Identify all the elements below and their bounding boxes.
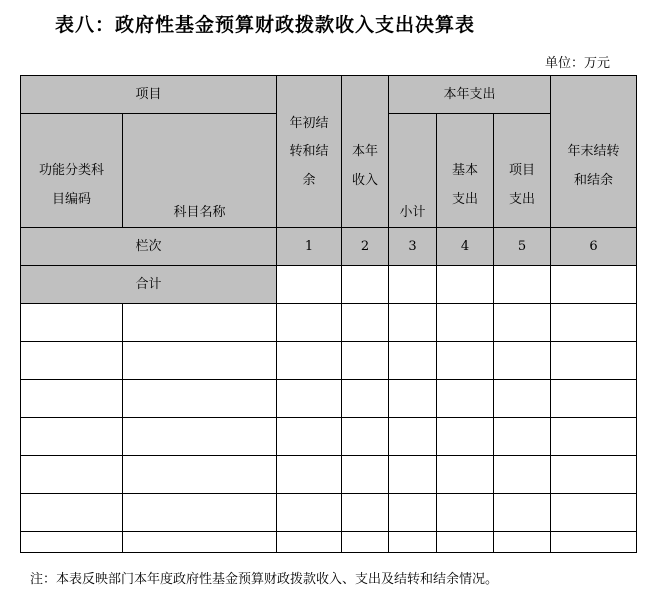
table-cell[interactable] [437,456,494,494]
table-cell[interactable] [123,418,277,456]
table-cell[interactable] [389,456,437,494]
header-subtotal: 小计 [389,114,437,228]
table-cell[interactable] [437,418,494,456]
table-cell[interactable] [21,532,123,553]
table-cell[interactable] [342,532,389,553]
budget-table [20,75,637,553]
table-cell[interactable] [389,380,437,418]
table-cell[interactable] [123,342,277,380]
unit-label: 单位：万元 [545,56,611,71]
table-cell[interactable] [494,380,551,418]
table-cell[interactable] [277,456,342,494]
table-row [21,304,637,342]
table-cell[interactable] [342,304,389,342]
column-number: 2 [342,228,389,266]
table-cell[interactable] [494,532,551,553]
table-cell[interactable] [551,456,637,494]
table-cell[interactable] [437,380,494,418]
header-current-income: 本年 收入 [342,76,389,228]
table-cell[interactable] [342,456,389,494]
table-cell[interactable] [277,380,342,418]
table-cell[interactable] [494,304,551,342]
header-end-balance: 年末结转 和结余 [551,76,637,228]
header-subject-name: 科目名称 [123,114,277,228]
header-begin-balance: 年初结 转和结 余 [277,76,342,228]
table-cell[interactable] [494,494,551,532]
table-cell[interactable] [494,418,551,456]
table-cell[interactable] [389,494,437,532]
table-cell[interactable] [123,456,277,494]
table-cell[interactable] [123,380,277,418]
table-cell[interactable] [437,342,494,380]
table-cell[interactable] [277,266,342,304]
table-cell[interactable] [342,494,389,532]
table-cell[interactable] [437,266,494,304]
table-row [21,342,637,380]
header-func-code: 功能分类科 目编码 [21,114,123,228]
table-row [21,532,637,553]
table-row [21,418,637,456]
table-cell[interactable] [123,304,277,342]
page-title: 表八：政府性基金预算财政拨款收入支出决算表 [55,14,476,36]
table-cell[interactable] [551,304,637,342]
column-number: 5 [494,228,551,266]
table-cell[interactable] [494,342,551,380]
column-number: 3 [389,228,437,266]
table-cell[interactable] [551,494,637,532]
table-cell[interactable] [21,456,123,494]
table-cell[interactable] [551,532,637,553]
table-cell[interactable] [389,342,437,380]
table-cell[interactable] [21,380,123,418]
header-basic: 基本 支出 [437,114,494,228]
table-cell[interactable] [551,418,637,456]
table-cell[interactable] [389,532,437,553]
table-cell[interactable] [123,494,277,532]
table-cell[interactable] [551,342,637,380]
table-cell[interactable] [389,418,437,456]
footnote: 注：本表反映部门本年度政府性基金预算财政拨款收入、支出及结转和结余情况。 [30,572,499,587]
table-cell[interactable] [277,418,342,456]
table-row [21,494,637,532]
table-cell[interactable] [342,380,389,418]
table-cell[interactable] [437,532,494,553]
table-cell[interactable] [437,494,494,532]
table-cell[interactable] [277,304,342,342]
column-number: 1 [277,228,342,266]
table-cell[interactable] [21,342,123,380]
table-cell[interactable] [277,494,342,532]
table-cell[interactable] [389,266,437,304]
table-cell[interactable] [494,266,551,304]
table-cell[interactable] [551,380,637,418]
table-row [21,456,637,494]
column-number: 4 [437,228,494,266]
table-cell[interactable] [123,532,277,553]
table-cell[interactable] [389,304,437,342]
header-project: 项目 [21,76,277,114]
table-cell[interactable] [21,418,123,456]
table-cell[interactable] [21,304,123,342]
table-cell[interactable] [342,266,389,304]
table-cell[interactable] [277,532,342,553]
table-row [21,380,637,418]
total-row-label: 合计 [21,266,277,304]
table-cell[interactable] [277,342,342,380]
header-project-expense: 项目 支出 [494,114,551,228]
table-cell[interactable] [551,266,637,304]
table-cell[interactable] [342,342,389,380]
table-cell[interactable] [21,494,123,532]
table-cell[interactable] [342,418,389,456]
column-number: 6 [551,228,637,266]
column-number-label: 栏次 [21,228,277,266]
table-cell[interactable] [437,304,494,342]
table-cell[interactable] [494,456,551,494]
header-current-expense: 本年支出 [389,76,551,114]
